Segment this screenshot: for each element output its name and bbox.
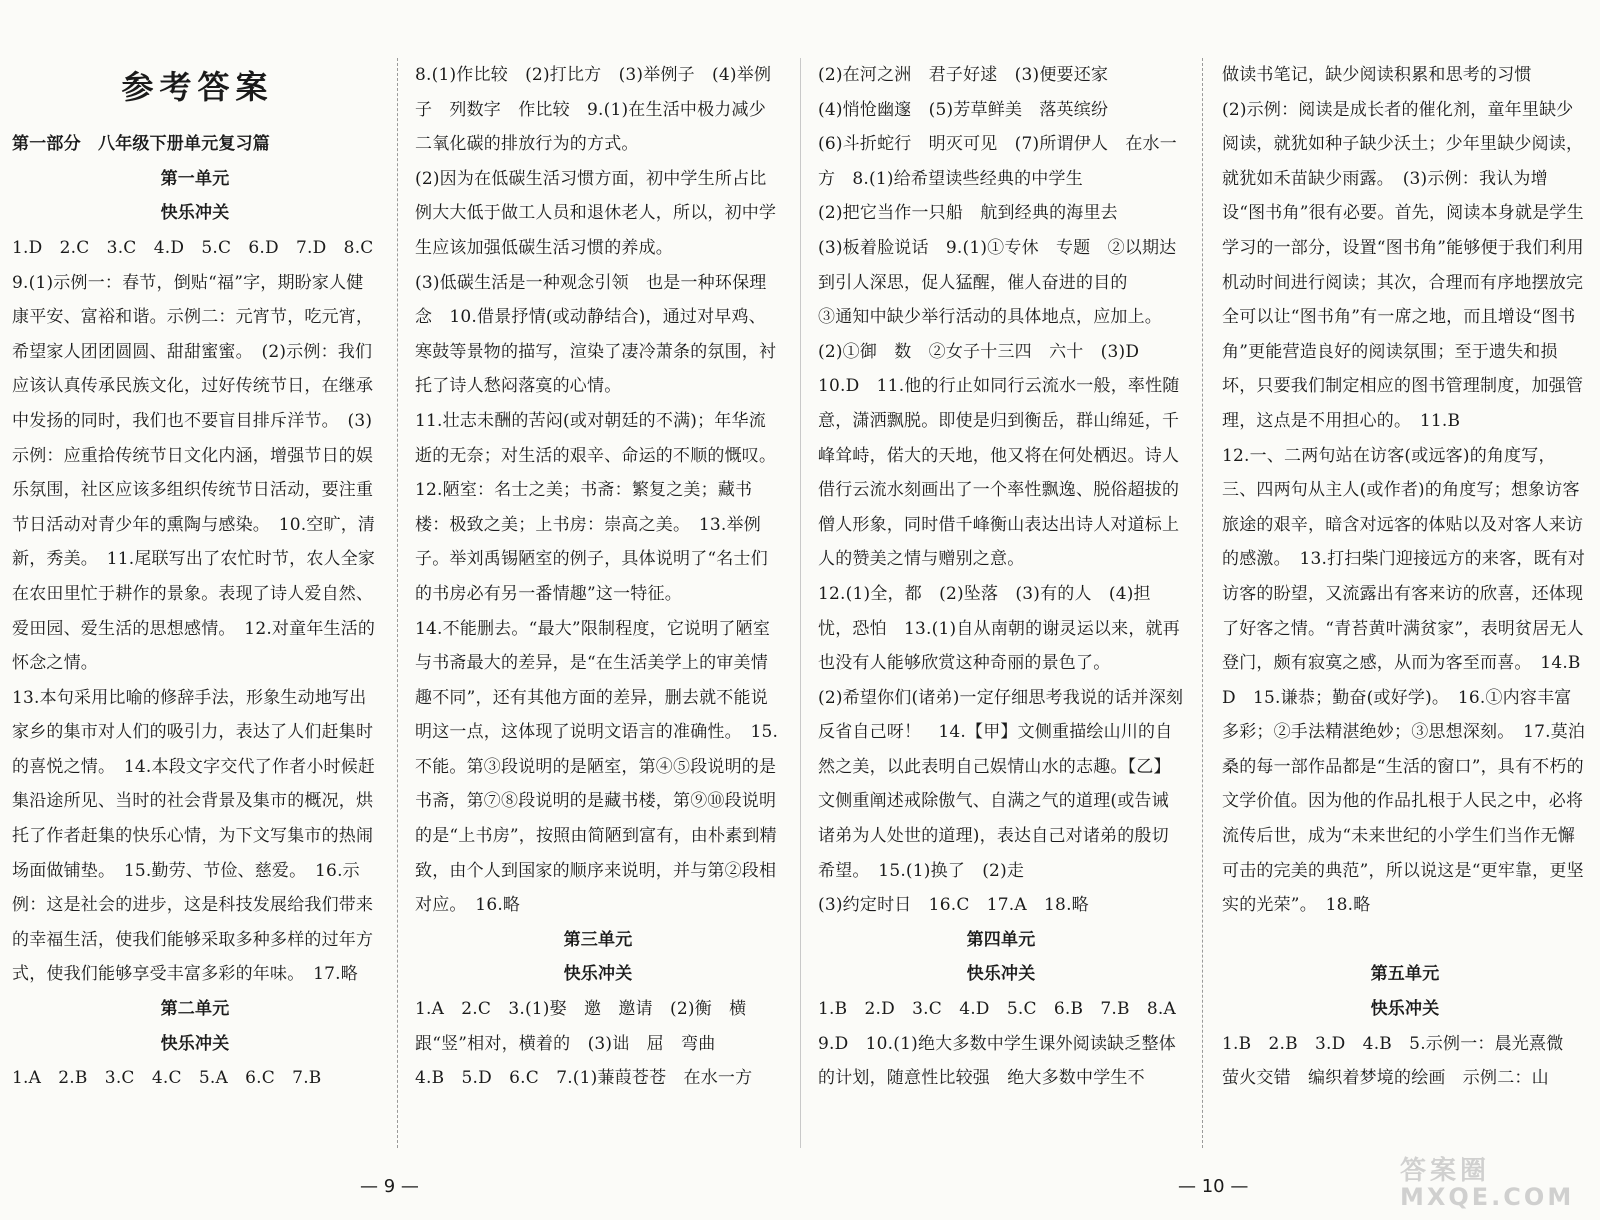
- page-title: 参考答案: [121, 68, 274, 106]
- answer-paragraph: (3)板着脸说话 9.(1)①专休 专题 ②以期达到引人深思，促人猛醒，催人奋进的目的: [818, 237, 1177, 293]
- section-heading: 第三单元: [563, 929, 633, 950]
- answer-paragraph: (2)把它当作一只船 航到经典的海里去: [818, 203, 1118, 224]
- answer-column-2: [415, 58, 785, 1096]
- answer-paragraph: (2)示例：阅读是成长者的催化剂，童年里缺少阅读，就犹如种子缺少沃土；少年里缺少阅读，就犹如禾苗缺少雨露。 (3)示例：我认为增设“图书角”很有必要。首先，阅读本身就是学生学习的一部分，设置“图书角”能够便于我们利用机动时间进行阅读；其次，合理而有序地摆放完全可以让“图书角”有一席之地，而且增设“图书角”更能营造良好的阅读氛围；至于遗失和损坏，只要我们制定相应的图书管理制度，加强管理，这点是不用担心的。 11.B: [1222, 99, 1584, 431]
- answer-column-1: [12, 58, 378, 1096]
- answer-paragraph: (4)悄怆幽邃 (5)芳草鲜美 落英缤纷: [818, 99, 1109, 120]
- page-number-right: — 10 —: [1178, 1176, 1249, 1197]
- answer-paragraph: (6)斗折蛇行 明灭可见 (7)所谓伊人 在水一方 8.(1)给希望读些经典的中学生: [818, 134, 1177, 189]
- answer-paragraph: 11.壮志未酬的苦闷(或对朝廷的不满)；年华流逝的无奈；对生活的艰辛、命运的不顺的慨叹。 12.陋室：名士之美；书斋：繁复之美；藏书楼：极致之美；上书房：崇高之美。 13.举例子。举刘禹锡陋室的例子，具体说明了“名士们的书房必有另一番情趣”这一特征。: [415, 410, 785, 604]
- answer-paragraph: (3)低碳生活是一种观念引领 也是一种环保理念 10.借景抒情(或动静结合)，通过对早鸡、寒鼓等景物的描写，渲染了凄冷萧条的氛围，衬托了诗人愁闷落寞的心情。: [415, 272, 777, 397]
- answer-column-4: [1222, 58, 1588, 1096]
- column-divider: [1202, 58, 1203, 1148]
- section-heading: 第五单元: [1370, 964, 1440, 985]
- watermark-text-top: 答案圈: [1400, 1156, 1491, 1186]
- section-heading: 快乐冲关: [1370, 999, 1440, 1020]
- section-heading: 快乐冲关: [563, 964, 633, 985]
- answer-paragraph: (2)在河之洲 君子好逑 (3)便要还家: [818, 65, 1109, 85]
- answer-paragraph: 12.一、二两句站在访客(或远客)的角度写，三、四两句从主人(或作者)的角度写；想象访客旅途的艰辛，暗含对远客的体贴以及对客人来访的感激。 13.打扫柴门迎接远方的来客，既有对访客的盼望，又流露出有客来访的欣喜，还体现了好客之情。“青苔黄叶满贫家”，表明贫居无人登门，颇有寂寞之感，从而为客至而喜。 14.BD 15.谦恭；勤奋(或好学)。 16.①内容丰富多彩；②手法精湛绝妙；③思想深刻。 17.莫泊桑的每一部作品都是“生活的窗口”，具有不朽的文学价值。因为他的作品扎根于人民之中，必将流传后世，成为“未来世纪的小学生们当作无懈可击的完美的典范”，所以说这是“更牢靠，更坚实的光荣”。 18.略: [1222, 445, 1586, 916]
- answer-paragraph: 1.A 2.B 3.C 4.C 5.A 6.C 7.B: [12, 1068, 322, 1089]
- answer-paragraph: (2)①御 数 ②女子十三四 六十 (3)D: [818, 341, 1140, 362]
- spacer: [12, 58, 378, 93]
- section-heading: 第四单元: [966, 929, 1036, 950]
- watermark-logo: [1400, 1150, 1590, 1216]
- answer-paragraph: (2)希望你们(诸弟)一定仔细思考我说的话并深刻反省自己呀！ 14.【甲】文侧重描绘山川的自然之美，以此表明自己娱情山水的志趣。【乙】文侧重阐述戒除傲气、自满之气的道理(或告诫诸弟为人处世的道理)，表达自己对诸弟的殷切希望。 15.(1)换了 (2)走: [818, 687, 1184, 881]
- spacer: [12, 93, 378, 128]
- answer-paragraph: (3)约定时日 16.C 17.A 18.略: [818, 895, 1089, 916]
- answer-column-3: [818, 58, 1184, 1096]
- spacer: [1222, 923, 1588, 958]
- answer-paragraph: 1.A 2.C 3.(1)娶 邀 邀请 (2)衡 横 跟“竖”相对，横着的 (3)诎 屈 弯曲: [415, 999, 764, 1054]
- answer-paragraph: 10.D 11.他的行止如同行云流水一般，率性随意，潇洒飘脱。即使是归到衡岳，群山绵延，千峰耸峙，偌大的天地，他又将在何处栖迟。诗人借行云流水刻画出了一个率性飘逸、脱俗超拔的僧人形象，同时借千峰衡山表达出诗人对道标上人的赞美之情与赠别之意。: [818, 376, 1180, 570]
- page-number-left: — 9 —: [360, 1176, 419, 1197]
- answer-paragraph: 8.(1)作比较 (2)打比方 (3)举例子 (4)举例子 列数字 作比较 9.(1)在生活中极力减少二氧化碳的排放行为的方式。: [415, 65, 772, 155]
- watermark-text-bottom: MXQE.COM: [1400, 1183, 1575, 1211]
- answer-paragraph: 1.B 2.D 3.C 4.D 5.C 6.B 7.B 8.A: [818, 999, 1176, 1020]
- section-heading: 快乐冲关: [160, 1033, 230, 1054]
- answer-paragraph: 1.D 2.C 3.C 4.D 5.C 6.D 7.D 8.C: [12, 237, 374, 258]
- answer-paragraph: 1.B 2.B 3.D 4.B 5.示例一：晨光熹微 萤火交错 编织着梦境的绘画 示例二：山: [1222, 1033, 1581, 1089]
- answer-paragraph: 9.D 10.(1)绝大多数中学生课外阅读缺乏整体的计划，随意性比较强 绝大多数中学生不: [818, 1033, 1176, 1089]
- answer-paragraph: 做读书笔记，缺少阅读积累和思考的习惯: [1222, 65, 1532, 85]
- answer-paragraph: ③通知中缺少举行活动的具体地点，应加上。: [818, 307, 1162, 328]
- answer-paragraph: 14.不能删去。“最大”限制程度，它说明了陋室与书斋最大的差异，是“在生活美学上的审美情趣不同”，还有其他方面的差异，删去就不能说明这一点，这体现了说明文语言的准确性。 15.不能。第③段说明的是陋室，第④⑤段说明的是书斋，第⑦⑧段说明的是藏书楼，第⑨⑩段说明的是“上书房”，按照由简陋到富有，由朴素到精致，由个人到国家的顺序来说明，并与第②段相对应。 16.略: [415, 618, 779, 916]
- section-heading: 快乐冲关: [160, 203, 230, 224]
- section-heading: 第一单元: [160, 168, 230, 189]
- answer-paragraph: 9.(1)示例一：春节，倒贴“福”字，期盼家人健康平安、富裕和谐。示例二：元宵节，吃元宵，希望家人团团圆圆、甜甜蜜蜜。 (2)示例：我们应该认真传承民族文化，过好传统节日，在继承中发扬的同时，我们也不要盲目排斥洋节。 (3)示例：应重拾传统节日文化内涵，增强节日的娱乐氛围，社区应该多组织传统节日活动，要注重节日活动对青少年的熏陶与感染。 10.空旷，清新，秀美。 11.尾联写出了农忙时节，农人全家在农田里忙于耕作的景象。表现了诗人爱自然、爱田园、爱生活的思想感情。 12.对童年生活的怀念之情。: [12, 272, 376, 674]
- section-heading: 快乐冲关: [966, 964, 1036, 985]
- answer-paragraph: (2)因为在低碳生活习惯方面，初中学生所占比例大大低于做工人员和退休老人，所以，初中学生应该加强低碳生活习惯的养成。: [415, 168, 777, 258]
- part-heading: 第一部分 八年级下册单元复习篇: [12, 134, 270, 155]
- answer-paragraph: 12.(1)全，都 (2)坠落 (3)有的人 (4)担忧，恐怕 13.(1)自从南朝的谢灵运以来，就再也没有人能够欣赏这种奇丽的景色了。: [818, 583, 1180, 674]
- section-heading: 第二单元: [160, 999, 230, 1020]
- page-gutter: [800, 58, 801, 1148]
- column-divider: [397, 58, 398, 1148]
- answer-paragraph: 13.本句采用比喻的修辞手法，形象生动地写出家乡的集市对人们的吸引力，表达了人们赶集时的喜悦之情。 14.本段文字交代了作者小时候赶集沿途所见、当时的社会背景及集市的概况，烘托了作者赶集的快乐心情，为下文写集市的热闹场面做铺垫。 15.勤劳、节俭、慈爱。 16.示例：这是社会的进步，这是科技发展给我们带来的幸福生活，使我们能够采取多种多样的过年方式，使我们能够享受丰富多彩的年味。 17.略: [12, 687, 376, 985]
- answer-paragraph: 4.B 5.D 6.C 7.(1)蒹葭苍苍 在水一方: [415, 1068, 753, 1089]
